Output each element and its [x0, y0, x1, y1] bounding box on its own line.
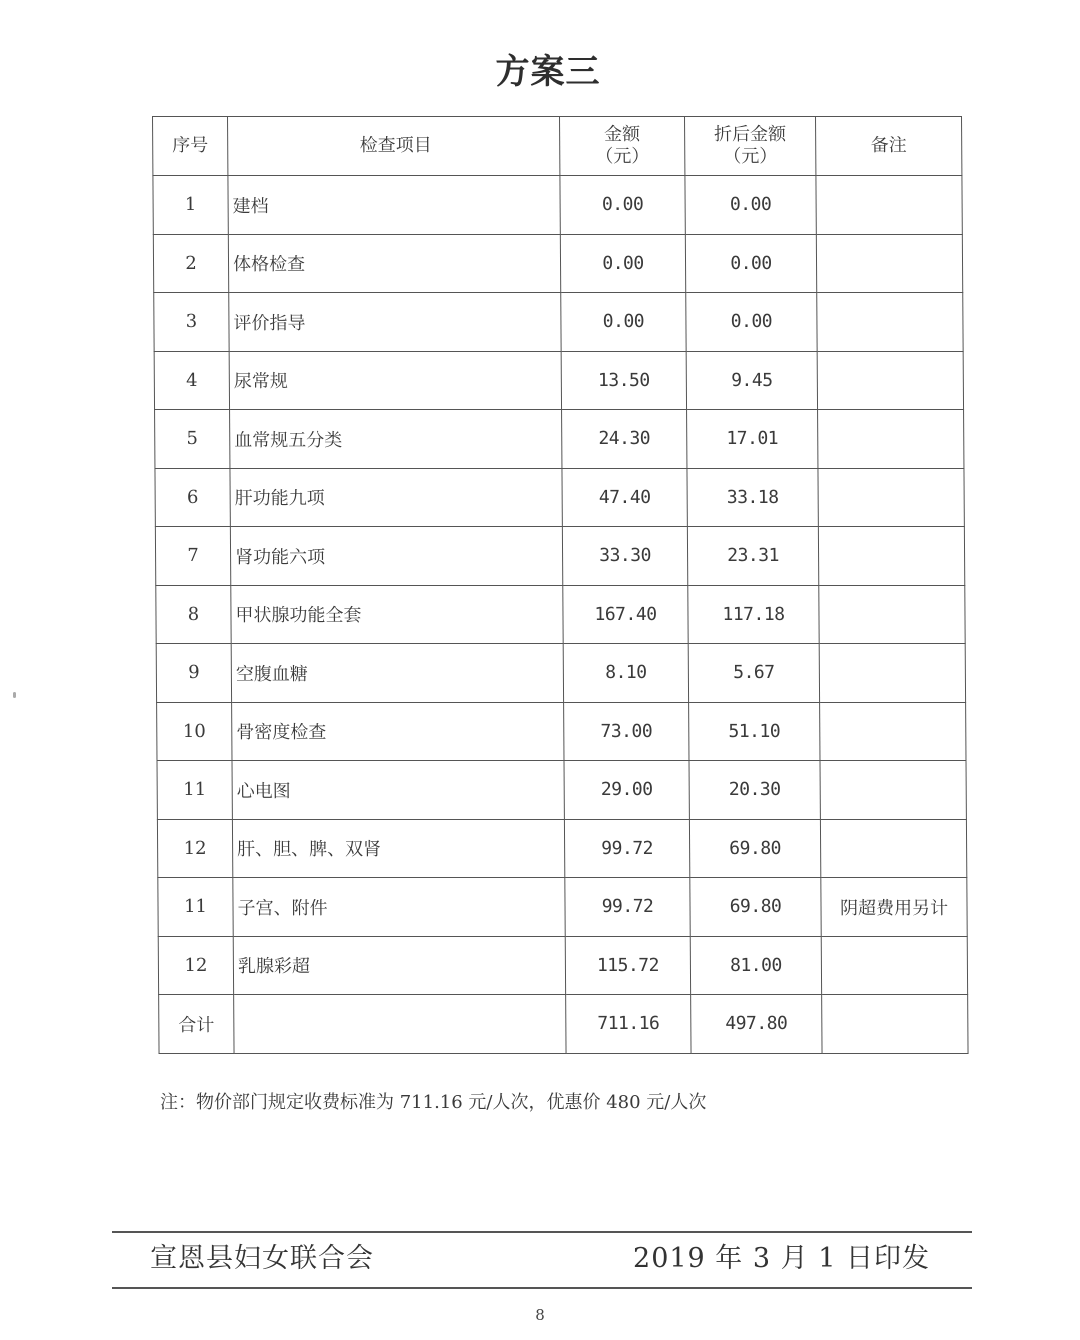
row-index: 5: [155, 410, 230, 469]
table-row: [155, 468, 964, 527]
footnote: 注：物价部门规定收费标准为 711.16 元/人次，优惠价 480 元/人次: [160, 1092, 707, 1113]
row-item: 评价指导: [229, 293, 561, 352]
row-amount: 13.50: [561, 351, 686, 410]
header-discount: [685, 117, 816, 176]
row-note: [816, 176, 962, 235]
total-label: 合计: [159, 995, 234, 1054]
row-note: [818, 410, 964, 469]
row-amount: 167.40: [563, 585, 688, 644]
table-row: [158, 936, 967, 995]
row-item: 空腹血糖: [231, 644, 563, 703]
row-item: 体格检查: [228, 234, 560, 293]
row-discount: 23.31: [687, 527, 818, 586]
row-index: 12: [157, 819, 232, 878]
row-discount: 5.67: [688, 644, 819, 703]
row-amount: 73.00: [564, 702, 689, 761]
issue-date: 2019 年 3 月 1 日印发: [633, 1243, 930, 1274]
row-index: 9: [156, 644, 231, 703]
row-index: 11: [157, 761, 232, 820]
issuer-name: 宣恩县妇女联合会: [150, 1243, 374, 1274]
row-amount: 115.72: [565, 936, 690, 995]
row-amount: 29.00: [564, 761, 689, 820]
page-number: 8: [535, 1306, 545, 1324]
row-note: [821, 936, 967, 995]
row-note: [820, 702, 966, 761]
table-row: [158, 878, 967, 937]
row-index: 7: [155, 527, 230, 586]
row-discount: 33.18: [687, 468, 818, 527]
table-row: [157, 761, 966, 820]
row-amount: 0.00: [560, 234, 685, 293]
row-discount: 20.30: [689, 761, 820, 820]
row-amount: 33.30: [562, 527, 687, 586]
total-discount: 497.80: [691, 995, 822, 1054]
total-amount: 711.16: [566, 995, 691, 1054]
row-discount: 0.00: [686, 293, 817, 352]
row-item: 骨密度检查: [232, 702, 564, 761]
row-index: 4: [154, 351, 229, 410]
row-discount: 0.00: [685, 234, 816, 293]
row-item: 肾功能六项: [230, 527, 562, 586]
row-amount: 99.72: [564, 819, 689, 878]
row-item: 肝、胆、脾、双肾: [232, 819, 564, 878]
row-item: 子宫、附件: [233, 878, 565, 937]
row-amount: 8.10: [563, 644, 688, 703]
row-item: 乳腺彩超: [233, 936, 565, 995]
row-item: 尿常规: [229, 351, 561, 410]
row-index: 11: [158, 878, 233, 937]
footer-bottom-rule: [112, 1287, 972, 1289]
header-amount-line1: 金额: [604, 124, 641, 145]
table-row: [155, 410, 964, 469]
row-index: 2: [153, 234, 228, 293]
row-item: 甲状腺功能全套: [231, 585, 563, 644]
row-discount: 69.80: [690, 878, 821, 937]
row-note: [817, 351, 963, 410]
row-discount: 51.10: [689, 702, 820, 761]
row-note: [818, 527, 964, 586]
row-discount: 9.45: [686, 351, 817, 410]
total-note: [822, 995, 968, 1054]
table-header-row: [153, 117, 962, 176]
row-index: 3: [154, 293, 229, 352]
row-note: [818, 468, 964, 527]
row-amount: 24.30: [562, 410, 687, 469]
row-amount: 0.00: [561, 293, 686, 352]
row-discount: 0.00: [685, 176, 816, 235]
header-discount-line2: （元）: [723, 146, 778, 167]
header-item: 检查项目: [228, 117, 560, 176]
table-row: [155, 527, 964, 586]
row-index: 1: [153, 176, 228, 235]
row-index: 12: [158, 936, 233, 995]
table-row: [156, 585, 965, 644]
row-item: 血常规五分类: [230, 410, 562, 469]
row-discount: 81.00: [690, 936, 821, 995]
header-discount-line1: 折后金额: [714, 124, 787, 145]
row-note: 阴超费用另计: [821, 878, 967, 937]
scan-speck: [13, 692, 16, 698]
row-discount: 69.80: [689, 819, 820, 878]
table-row: [154, 351, 963, 410]
table-row: [153, 234, 962, 293]
header-index: 序号: [153, 117, 228, 176]
header-note: 备注: [816, 117, 962, 176]
document-title: 方案三: [495, 52, 601, 92]
row-note: [820, 819, 966, 878]
row-note: [816, 234, 962, 293]
row-item: 肝功能九项: [230, 468, 562, 527]
table-row: [156, 644, 965, 703]
row-amount: 47.40: [562, 468, 687, 527]
row-item: 建档: [228, 176, 560, 235]
row-index: 10: [157, 702, 232, 761]
fee-table: [152, 116, 969, 1054]
row-amount: 0.00: [560, 176, 685, 235]
row-note: [820, 761, 966, 820]
total-item: [234, 995, 566, 1054]
row-discount: 17.01: [687, 410, 818, 469]
table-row: [153, 176, 962, 235]
header-amount: [560, 117, 685, 176]
row-discount: 117.18: [688, 585, 819, 644]
table-row: [154, 293, 963, 352]
table-row: [157, 819, 966, 878]
row-note: [819, 585, 965, 644]
row-amount: 99.72: [565, 878, 690, 937]
row-index: 6: [155, 468, 230, 527]
row-note: [819, 644, 965, 703]
row-index: 8: [156, 585, 231, 644]
table-row: [157, 702, 966, 761]
header-amount-line2: （元）: [595, 146, 650, 167]
row-note: [817, 293, 963, 352]
total-row: [159, 995, 968, 1054]
footer-top-rule: [112, 1231, 972, 1233]
row-item: 心电图: [232, 761, 564, 820]
